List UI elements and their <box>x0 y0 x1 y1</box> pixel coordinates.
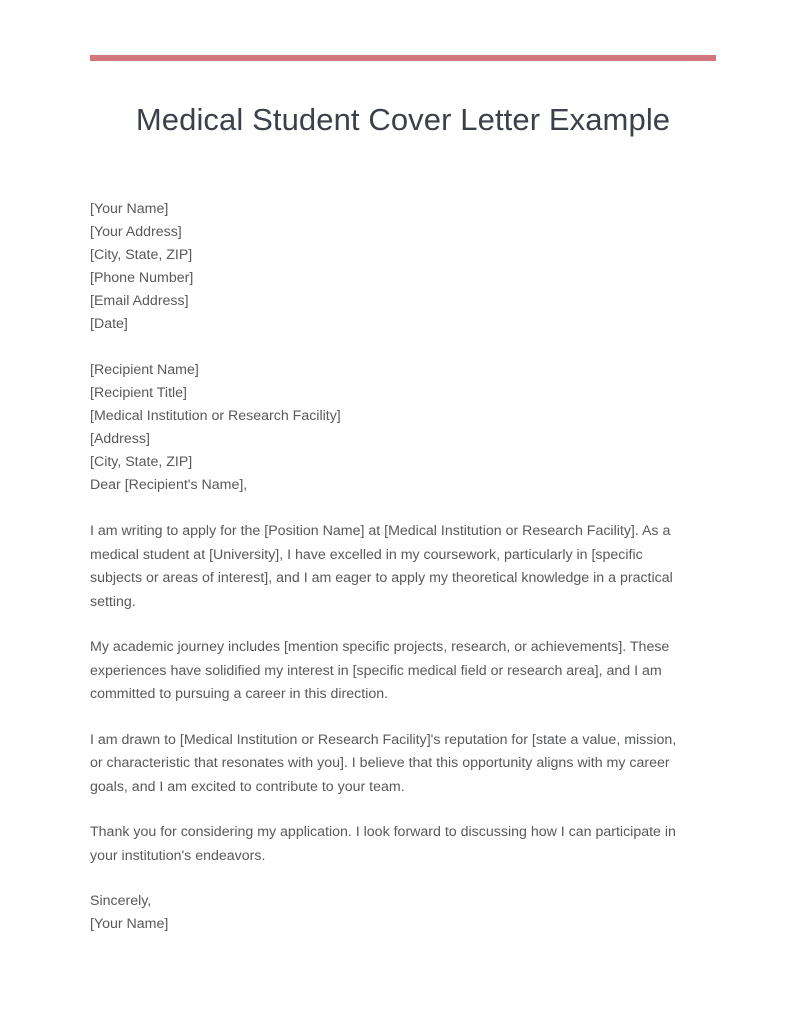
cover-letter-body <box>90 198 686 936</box>
body-paragraph-3: I am drawn to [Medical Institution or Research Facility]'s reputation for [state a value, mission, or characteristic that resonates with you]. I believe that this opportunity aligns with my career goals, and I am excited to contribute to your team. <box>90 731 677 795</box>
body-paragraph-2: My academic journey includes [mention specific projects, research, or achievements]. These experiences have solidified my interest in [specific medical field or research area], and I am committed to pursuing a career in this direction. <box>90 639 670 702</box>
sender-line-email: [Email Address] <box>90 293 189 309</box>
sender-line-address: [Your Address] <box>90 224 182 240</box>
recipient-line-name: [Recipient Name] <box>90 362 199 378</box>
sender-line-phone: [Phone Number] <box>90 270 194 286</box>
sender-line-name: [Your Name] <box>90 201 169 217</box>
recipient-line-address: [Address] <box>90 431 150 447</box>
salutation-line: Dear [Recipient's Name], <box>90 477 248 493</box>
signature-name-line: [Your Name] <box>90 916 169 932</box>
body-paragraph-4: Thank you for considering my application. I look forward to discussing how I can participate in your institution's endeavors. <box>90 824 676 864</box>
sender-line-city-state-zip: [City, State, ZIP] <box>90 247 193 263</box>
signature-block <box>90 890 686 936</box>
page-title: Medical Student Cover Letter Example <box>135 102 671 137</box>
sender-line-date: [Date] <box>90 316 128 332</box>
recipient-line-institution: [Medical Institution or Research Facility] <box>90 408 341 424</box>
closing-line: Sincerely, <box>90 893 152 909</box>
body-paragraph-1: I am writing to apply for the [Position Name] at [Medical Institution or Research Facility]. As a medical student at [University], I have excelled in my coursework, particularly in [specific subjects or areas of interest], and I am eager to apply my theoretical knowledge in a practical setting. <box>90 523 673 610</box>
recipient-line-title: [Recipient Title] <box>90 385 187 401</box>
header-accent-bar <box>90 55 716 61</box>
recipient-address-block <box>90 359 686 497</box>
sender-address-block <box>90 198 686 336</box>
recipient-line-city-state-zip: [City, State, ZIP] <box>90 454 193 470</box>
